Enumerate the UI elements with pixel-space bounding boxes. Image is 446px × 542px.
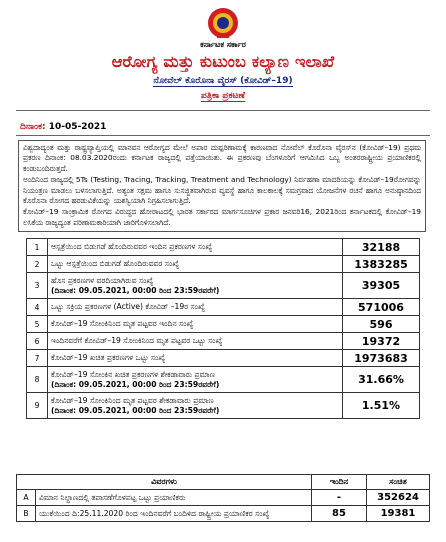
row-label: ಒಟ್ಟು ಆಸ್ಪತ್ರೆಯಿಂದ ಬಿಡುಗಡೆ ಹೊಂದಿರುವವರ ಸಂಖ್ಯೆ: [51, 259, 180, 268]
row-label: ಹೊಸ ಪ್ರಕರಣಗಳ ವರದಿಯಾಗಿರುವ ಸಂಖ್ಯೆ: [51, 275, 154, 285]
row-label-cell: [48, 316, 343, 333]
covid-stats-table: [26, 238, 420, 419]
header-details: ವಿವರಗಳು: [17, 475, 312, 490]
divider: [16, 110, 430, 111]
row-value: 571006: [343, 299, 420, 316]
cumulative-count: 352624: [367, 490, 430, 506]
release-date: [20, 122, 106, 132]
date-value: 10-05-2021: [48, 122, 107, 132]
row-label: ಒಟ್ಟು ಸಕ್ರಿಯ ಪ್ರಕರಣಗಳ (Active) ಕೋವಿಡ್ –19ರ ಸಂಖ್ಯೆ: [51, 302, 205, 311]
karnataka-emblem-icon: [206, 6, 240, 40]
government-name: ಕರ್ನಾಟಕ ಸರ್ಕಾರ: [200, 40, 246, 49]
row-label: ಕೋವಿಡ್–19 ಸೋಂಕಿನಿಂದ ಮೃತ ಪಟ್ಟವರ ಇಂದಿನ ಸಂಖ್ಯೆ: [51, 319, 194, 328]
row-label-cell: [48, 299, 343, 316]
row-label: ಕೋವಿಡ್–19 ಖಚಿತ ಪ್ರಕರಣಗಳ ಒಟ್ಟು ಸಂಖ್ಯೆ: [51, 353, 166, 362]
row-number: 3: [27, 273, 48, 299]
row-label-cell: [48, 256, 343, 273]
table-header-row: [17, 475, 430, 490]
subject-line: ನೋವೆಲ್ ಕೊರೊನಾ ವೈರಸ್ (ಕೋವಿಡ್–19): [153, 76, 293, 86]
row-label-cell: [48, 273, 343, 299]
row-value: 39305: [343, 273, 420, 299]
row-label: ಕೋವಿಡ್–19 ಸೋಂಕಿನ ಖಚಿತ ಪ್ರಕರಣಗಳ ಶೇಕಡಾವಾರು ಪ್ರಮಾಣ: [51, 369, 215, 379]
row-number: 1: [27, 239, 48, 256]
intro-paragraph: ವಿಶ್ವದಾದ್ಯಂತ ಮತ್ತು ರಾಷ್ಟ್ರವ್ಯಾಪ್ತಿಯಲ್ಲಿ ಮಾನವನ ಆರೋಗ್ಯದ ಮೇಲೆ ಅಪಾರ ದುಷ್ಪರಿಣಾಮಕ್ಕೆ ಕಾರಣವಾದ ನೋವೆಲ್ ಕೊರೊನಾ ವೈರಸ್‌ನ (ಕೋವಿಡ್–19) ಪ್ರಥಮ ಪ್ರಕರಣ ದಿನಾಂಕ: 08.03.2020ರಂದು ಕರ್ನಾಟಕ ರಾಜ್ಯದಲ್ಲಿ ಪತ್ತೆಯಾಯಿತು. ಈ ಪ್ರಕರಣವು ಬೆಂಗಳೂರಿಗೆ ಆಗಮಿಸಿದ ಒಬ್ಬ ಅಂತರರಾಷ್ಟ್ರೀಯ ಪ್ರಯಾಣಿಕರಲ್ಲಿ ಕಂಡುಬಂದಿರುತ್ತದೆ.: [23, 143, 421, 173]
table-row: [27, 367, 420, 393]
table-row: [27, 393, 420, 419]
row-number: 9: [27, 393, 48, 419]
row-value: 1.51%: [343, 393, 420, 419]
row-value: 1973683: [343, 350, 420, 367]
row-label: ಆಸ್ಪತ್ರೆಯಿಂದ ಬಿಡುಗಡೆ ಹೊಂದಿರುವವರ ಇಂದಿನ ಪ್ರಕರಣಗಳ ಸಂಖ್ಯೆ: [51, 242, 213, 251]
table-row: [27, 273, 420, 299]
travellers-table: [16, 474, 430, 522]
department-title: ಆರೋಗ್ಯ ಮತ್ತು ಕುಟುಂಬ ಕಲ್ಯಾಣ ಇಲಾಖೆ: [111, 52, 335, 71]
row-number: 6: [27, 333, 48, 350]
row-date-range: (ದಿನಾಂಕ: 09.05.2021, 00:00 ರಿಂದ 23:59ರವರೆಗೆ): [51, 405, 220, 415]
row-value: 1383285: [343, 256, 420, 273]
row-label: ಯುಕೆಯಿಂದ ದಿ:25.11.2020 ರಿಂದ ಇಂದಿನವರೆಗೆ ಬಂದಿಳಿದ ರಾಷ್ಟ್ರೀಯ ಪ್ರಯಾಣಿಕರ ಸಂಖ್ಯೆ: [36, 506, 312, 522]
row-label: ಇಂದಿನವರೆಗೆ ಕೋವಿಡ್–19 ಸೋಂಕಿನಿಂದ ಮೃತ ಪಟ್ಟವರ ಒಟ್ಟು ಸಂಖ್ಯೆ: [51, 336, 223, 345]
row-number: 7: [27, 350, 48, 367]
press-release-heading: ಪತ್ರಿಕಾ ಪ್ರಕಟಣೆ: [201, 91, 245, 101]
cumulative-count: 19381: [367, 506, 430, 522]
row-number: 5: [27, 316, 48, 333]
table-row: [27, 350, 420, 367]
table-row: [17, 506, 430, 522]
header-total: ಸಂಚಿತ: [367, 475, 430, 490]
row-value: 32188: [343, 239, 420, 256]
table-row: [27, 256, 420, 273]
table-row: [27, 333, 420, 350]
table-row: [17, 490, 430, 506]
today-count: -: [312, 490, 367, 506]
row-label-cell: [48, 239, 343, 256]
intro-paragraph: ಕೋವಿಡ್–19 ಸಾಂಕ್ರಾಮಿಕ ರೋಗದ ವಿರುದ್ಧದ ಹೋರಾಟದಲ್ಲಿ ಭಾರತ ಸರ್ಕಾರದ ಮಾರ್ಗಸೂಚಿಗಳ ಪ್ರಕಾರ ಜನವರಿ16, 2021ರಿಂದ ಕರ್ನಾಟಕದಲ್ಲಿ ಕೋವಿಡ್–19 ಲಸಿಕೆಯ ರಾಜ್ಯದ್ಯಂತ ಪರಿಣಾಮಕಾರಿಯಾಗಿ ಜಾರಿಗೊಳಿಸಲಾಗಿದೆ.: [23, 207, 421, 227]
row-value: 596: [343, 316, 420, 333]
divider: [16, 135, 430, 136]
row-label: ವಿಮಾನ ನಿಲ್ದಾಣದಲ್ಲಿ ತಪಾಸಣೆಗೊಳಪಟ್ಟ ಒಟ್ಟು ಪ್ರಯಾಣಿಕರು: [36, 490, 312, 506]
table-row: [27, 239, 420, 256]
row-label-cell: [48, 393, 343, 419]
row-value: 19372: [343, 333, 420, 350]
row-label-cell: [48, 333, 343, 350]
row-date-range: (ದಿನಾಂಕ: 09.05.2021, 00:00 ರಿಂದ 23:59ರವರೆಗೆ): [51, 379, 220, 389]
row-label-cell: [48, 350, 343, 367]
row-date-range: (ದಿನಾಂಕ: 09.05.2021, 00:00 ರಿಂದ 23:59ರವರೆಗೆ): [51, 285, 220, 295]
row-value: 31.66%: [343, 367, 420, 393]
row-letter: B: [17, 506, 36, 522]
row-label: ಕೋವಿಡ್–19 ಸೋಂಕಿನಿಂದ ಮೃತ ಪಟ್ಟವರ ಶೇಕಡಾವಾರು ಪ್ರಮಾಣ: [51, 395, 214, 405]
date-label: ದಿನಾಂಕ:: [20, 122, 46, 132]
row-number: 2: [27, 256, 48, 273]
header-today: ಇಂದಿನ: [312, 475, 367, 490]
intro-paragraph: ಅಂದಿನಿಂದ ರಾಜ್ಯದಲ್ಲಿ 5Ts (Testing, Tracing, Tracking, Treatment and Technology) ನಿರ್ವಹಣಾ ಮಾದರಿಯನ್ನು ಕೋವಿಡ್–19ರೋಗವನ್ನು ನಿಯಂತ್ರಣ ಮಾಡಲು ಬಳಸಲಾಗುತ್ತಿದೆ. ಅತ್ಯಂತ ಸಕ್ಷಮ ಹಾಗೂ ಸುಸಜ್ಜಿತವಾಗಿರುವ ವ್ಯವಸ್ಥೆ ಹಾಗೂ ಕಾಲಕಾಲಕ್ಕೆ ಸಮಗ್ರವಾದ ಯೋಜನೆಗಳ ರಚನೆ ಹಾಗೂ ಅನುಷ್ಠಾನದಿಂದ ಕೊರೊನಾ ರೋಗದ ಹರಡುವಿಕೆಯನ್ನು ಯಶಸ್ವಿಯಾಗಿ ನಿಗ್ರಹಿಸಲಾಗುತ್ತಿದೆ.: [23, 175, 421, 206]
row-number: 4: [27, 299, 48, 316]
row-letter: A: [17, 490, 36, 506]
row-label-cell: [48, 367, 343, 393]
table-row: [27, 299, 420, 316]
intro-box: [18, 140, 426, 232]
row-number: 8: [27, 367, 48, 393]
table-row: [27, 316, 420, 333]
today-count: 85: [312, 506, 367, 522]
